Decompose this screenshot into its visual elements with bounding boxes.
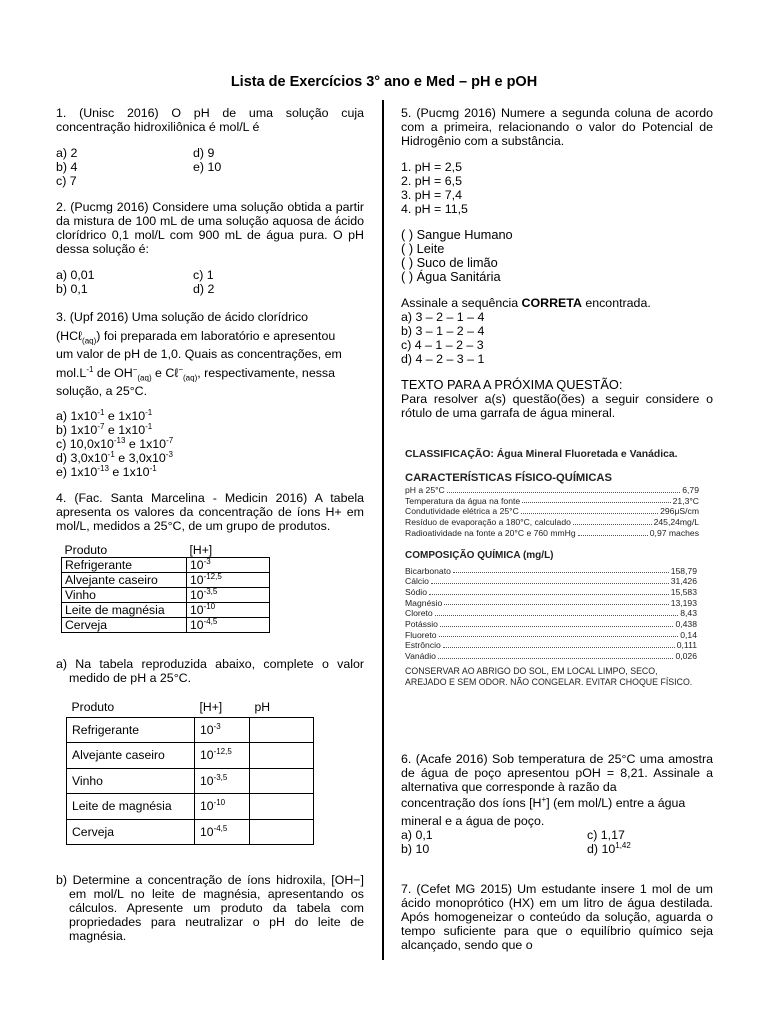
ph-answer-cell[interactable] [250, 819, 314, 845]
label-classification: CLASSIFICAÇÃO: Água Mineral Fluoretada e Vanádica. [405, 449, 678, 460]
label-carac-heading: CARACTERÍSTICAS FÍSICO-QUÍMICAS [405, 472, 612, 484]
table-row: Vinho $10^{-3,5}$ [67, 768, 314, 794]
q6-statement: 6. (Acafe 2016) Sob temperatura de 25°C uma amostra de água de poço apresentou pOH = 8,21. Assinale a alternativa que corresponde à razão da [401, 752, 713, 794]
page-title: Lista de Exercícios 3° ano e Med – pH e pOH [230, 74, 538, 90]
q3-option[interactable]: d) $3,0x10^{-1}$ e $3,0x10^{-3}$ [56, 449, 173, 465]
q5-option[interactable]: d) 4 – 2 – 3 – 1 [401, 352, 485, 366]
table-row: Leite de magnésia $10^{-10}$ [67, 794, 314, 820]
q2-option[interactable]: c) 1 [193, 268, 214, 282]
q5-statement: 5. (Pucmg 2016) Numere a segunda coluna de acordo com a primeira, relacionando o valor do Potencial de Hidrogênio com a substância. [401, 106, 713, 148]
col-header: [H+] [199, 699, 223, 714]
col-header: pH [254, 699, 271, 714]
label-fq-list [405, 485, 699, 539]
texto-heading: TEXTO PARA A PRÓXIMA QUESTÃO: [401, 377, 623, 392]
q4-answer-table [66, 697, 314, 846]
substance-item[interactable]: ( ) Água Sanitária [401, 269, 501, 284]
q2-option[interactable]: b) 0,1 [56, 282, 88, 296]
q5-option[interactable]: a) 3 – 2 – 1 – 4 [401, 310, 485, 324]
substance-item[interactable]: ( ) Leite [401, 241, 445, 256]
left-column [56, 106, 364, 943]
q5-options [401, 310, 713, 366]
substance-item[interactable]: ( ) Suco de limão [401, 255, 498, 270]
substance-item[interactable]: ( ) Sangue Humano [401, 227, 513, 242]
q4b-statement: b) Determine a concentração de íons hidroxila, [OH−] em mol/L no leite de magnésia, apresentando os cálculos. Apresente um produto da tabela com propriedades para neutralizar o pH do leite de magnésia. [56, 873, 364, 943]
right-column-lower: 6. (Acafe 2016) Sob temperatura de 25°C uma amostra de água de poço apresentou pOH = 8,21. Assinale a alternativa que corresponde à razão da concentração dos íons [H+] (em mol/L) entre a água mineral e a água de poço. a) 0,1 c) 1,17 b) 10 d) 10$^{1,42}$ 7. (Cefet MG 2015) Um estudante insere 1 mol de um ácido monoprótico (HX) em um litro de água destilada. Após homogeneizar o conteúdo da solução, aguarda o tempo suficiente para que o equilíbrio químico seja alcançado, sendo que o [401, 752, 713, 952]
label-row: Estrôncio 0,111 [405, 640, 697, 651]
label-cq-list [405, 566, 697, 662]
label-row: Magnésio 13,193 [405, 597, 697, 608]
col-header: Produto [71, 699, 115, 714]
col-header: Produto [64, 542, 108, 557]
q2-option[interactable]: d) 2 [193, 282, 215, 296]
water-label [401, 444, 713, 724]
q5-ph-list: 1. pH = 2,5 2. pH = 6,5 3. pH = 7,4 4. pH = 11,5 [401, 160, 468, 216]
q4-table [61, 543, 270, 633]
q1-option[interactable]: e) 10 [193, 160, 222, 174]
q2-options [56, 268, 364, 296]
q1-options [56, 146, 364, 188]
label-row: Resíduo de evaporação a 180°C, calculado 245,24mg/L [405, 517, 699, 528]
q4-statement: 4. (Fac. Santa Marcelina - Medicin 2016) A tabela apresenta os valores da concentração de íons H+ em mol/L, medidos a 25°C, de um grupo de produtos. [56, 490, 364, 533]
right-column [401, 106, 713, 420]
q1-option[interactable]: b) 4 [56, 160, 78, 174]
q3-statement: 3. (Upf 2016) Uma solução de ácido clorídrico (HCℓ$_{(aq)}$) foi preparada em laboratório e apresentou um valor de pH de 1,0. Quais as concentrações, em $mol.L^{-1}$ de $OH^-_{(aq)}$ e Cℓ−$_{(aq)}$, respectivamente, nessa solução, a 25°C. [56, 310, 342, 398]
q3-option[interactable]: e) $1x10^{-13}$ e $1x10^{-1}$ [56, 463, 157, 479]
q3-option[interactable]: c) $10,0x10^{-13}$ e $1x10^{-7}$ [56, 435, 174, 451]
q1-option[interactable]: a) 2 [56, 146, 78, 160]
table-row: Refrigerante $10^{-3}$ [62, 557, 270, 572]
label-row: Cálcio 31,426 [405, 576, 697, 587]
table-row: Vinho $10^{-3,5}$ [62, 587, 270, 602]
label-row: Potássio 0,438 [405, 619, 697, 630]
q5-option[interactable]: c) 4 – 1 – 2 – 3 [401, 338, 484, 352]
q6-option[interactable]: d) 10$^{1,42}$ [587, 840, 631, 856]
table-row: Cerveja $10^{-4,5}$ [67, 819, 314, 845]
table-row: Leite de magnésia $10^{-10}$ [62, 602, 270, 617]
label-row: Condutividade elétrica a 25°C 296μS/cm [405, 506, 699, 517]
q3-option[interactable]: a) $1x10^{-1}$ e $1x10^{-1}$ [56, 407, 153, 423]
q6-options [401, 828, 713, 856]
ph-answer-cell[interactable] [250, 768, 314, 794]
texto-body: Para resolver a(s) questão(ões) a seguir considere o rótulo de uma garrafa de água mineral. [401, 392, 713, 420]
q2-statement: 2. (Pucmg 2016) Considere uma solução obtida a partir da mistura de 100 mL de uma solução aquosa de ácido clorídrico 0,1 mol/L com 900 mL de água pura. O pH dessa solução é: [56, 200, 364, 256]
table-row: Cerveja $10^{-4,5}$ [62, 617, 270, 632]
label-row: Cloreto 8,43 [405, 608, 697, 619]
ph-answer-cell[interactable] [250, 743, 314, 769]
q6-option[interactable]: a) 0,1 [401, 828, 433, 842]
label-row: Radioatividade na fonte a 20°C e 760 mmHg 0,97 maches [405, 527, 699, 538]
label-row: pH a 25°C 6,79 [405, 485, 699, 495]
table-row: Alvejante caseiro $10^{-12,5}$ [62, 572, 270, 587]
column-divider [382, 100, 384, 960]
q1-statement: 1. (Unisc 2016) O pH de uma solução cuja concentração hidroxiliônica é mol/L é [56, 106, 364, 134]
label-comp-heading: COMPOSIÇÃO QUÍMICA (mg/L) [405, 549, 554, 561]
label-footer: CONSERVAR AO ABRIGO DO SOL, EM LOCAL LIMPO, SECO, AREJADO E SEM ODOR. NÃO CONGELAR. EVITAR CHOQUE FÍSICO. [405, 665, 693, 687]
q2-option[interactable]: a) 0,01 [56, 268, 95, 282]
ph-answer-cell[interactable] [250, 794, 314, 820]
table-row: Refrigerante $10^{-3}$ [67, 717, 314, 743]
q6-option[interactable]: c) 1,17 [587, 828, 625, 842]
q3-options [56, 409, 364, 479]
q5-substance-list [401, 228, 713, 284]
q5-ask: Assinale a sequência CORRETA encontrada. [401, 296, 651, 310]
col-header: [H+] [189, 542, 213, 557]
q1-option[interactable]: d) 9 [193, 146, 215, 160]
label-row: Vanádio 0,026 [405, 651, 697, 662]
table-row: Alvejante caseiro $10^{-12,5}$ [67, 743, 314, 769]
q7-statement: 7. (Cefet MG 2015) Um estudante insere 1 mol de um ácido monoprótico (HX) em um litro de água destilada. Após homogeneizar o conteúdo da solução, aguarda o tempo suficiente para que o equilíbrio químico seja alcançado, sendo que o [401, 882, 713, 952]
label-row: Fluoreto 0,14 [405, 629, 697, 640]
q5-option[interactable]: b) 3 – 1 – 2 – 4 [401, 324, 485, 338]
q1-option[interactable]: c) 7 [56, 174, 77, 188]
label-row: Sódio 15,583 [405, 586, 697, 597]
ph-answer-cell[interactable] [250, 717, 314, 743]
label-row: Bicarbonato 158,79 [405, 565, 697, 576]
label-row: Temperatura da água na fonte 21,3°C [405, 495, 699, 506]
q3-option[interactable]: b) $1x10^{-7}$ e $1x10^{-1}$ [56, 421, 153, 437]
q4a-statement: a) Na tabela reproduzida abaixo, complete o valor medido de pH a 25°C. [56, 656, 364, 685]
q6-option[interactable]: b) 10 [401, 842, 430, 856]
